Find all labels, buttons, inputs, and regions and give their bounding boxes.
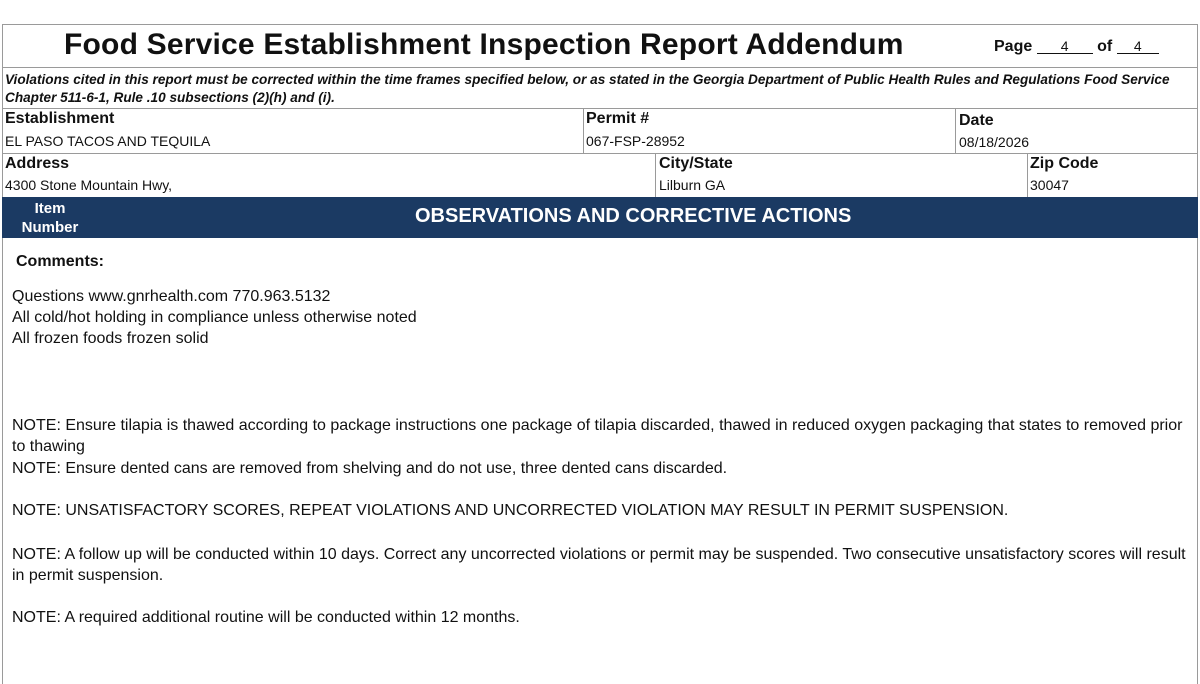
comment-line: All frozen foods frozen solid [12, 330, 209, 347]
cell-divider [655, 154, 656, 197]
divider [2, 153, 1198, 154]
city-state-label: City/State [659, 155, 733, 172]
note-follow-up: NOTE: A follow up will be conducted within 10 days. Correct any uncorrected violations or permit may be suspended. Two consecutive unsatisfactory scores will result in permit suspension. [12, 546, 1186, 584]
item-number-header: Item Number [21, 200, 79, 236]
note-tilapia: NOTE: Ensure tilapia is thawed according to package instructions one package of tilapia discarded, thawed in reduced oxygen packaging that states to removed prior to thawing [12, 417, 1183, 455]
city-state-value: Lilburn GA [659, 177, 726, 193]
cell-divider [955, 109, 956, 153]
establishment-value: EL PASO TACOS AND TEQUILA [5, 133, 211, 149]
date-label: Date [959, 112, 994, 129]
comments-label: Comments: [16, 253, 105, 270]
note-dented-cans: NOTE: Ensure dented cans are removed from shelving and do not use, three dented cans discarded. [12, 460, 728, 477]
comment-line: Questions www.gnrhealth.com 770.963.5132 [12, 288, 331, 305]
divider [2, 108, 1198, 109]
divider [2, 67, 1198, 68]
cell-divider [1027, 154, 1028, 197]
note-unsatisfactory-scores: NOTE: UNSATISFACTORY SCORES, REPEAT VIOLATIONS AND UNCORRECTED VIOLATION MAY RESULT IN PERMIT SUSPENSION. [12, 502, 1009, 519]
permit-value: 067-FSP-28952 [586, 133, 685, 149]
address-label: Address [5, 155, 70, 172]
cell-divider [583, 109, 584, 153]
page-indicator [994, 38, 1159, 56]
zip-code-value: 30047 [1030, 177, 1069, 193]
zip-code-label: Zip Code [1030, 155, 1099, 172]
observations-heading: OBSERVATIONS AND CORRECTIVE ACTIONS [415, 205, 852, 227]
of-label: of [1097, 38, 1113, 55]
establishment-label: Establishment [5, 110, 115, 127]
note-routine: NOTE: A required additional routine will be conducted within 12 months. [12, 609, 520, 626]
page-current: 4 [1037, 39, 1093, 54]
comment-line: All cold/hot holding in compliance unless otherwise noted [12, 309, 417, 326]
report-title: Food Service Establishment Inspection Report Addendum [64, 28, 904, 61]
date-value: 08/18/2026 [959, 134, 1030, 150]
observations-banner [2, 197, 1198, 238]
page-label: Page [994, 38, 1033, 55]
intro-text: Violations cited in this report must be corrected within the time frames specified below, or as stated in the Georgia Department of Public Health Rules and Regulations Food Service Chapter 511-6-1, Rule .10 subsections (2)(h) and (i). [5, 72, 1170, 105]
permit-label: Permit # [586, 110, 650, 127]
address-value: 4300 Stone Mountain Hwy, [5, 177, 173, 193]
page-total: 4 [1117, 39, 1159, 54]
